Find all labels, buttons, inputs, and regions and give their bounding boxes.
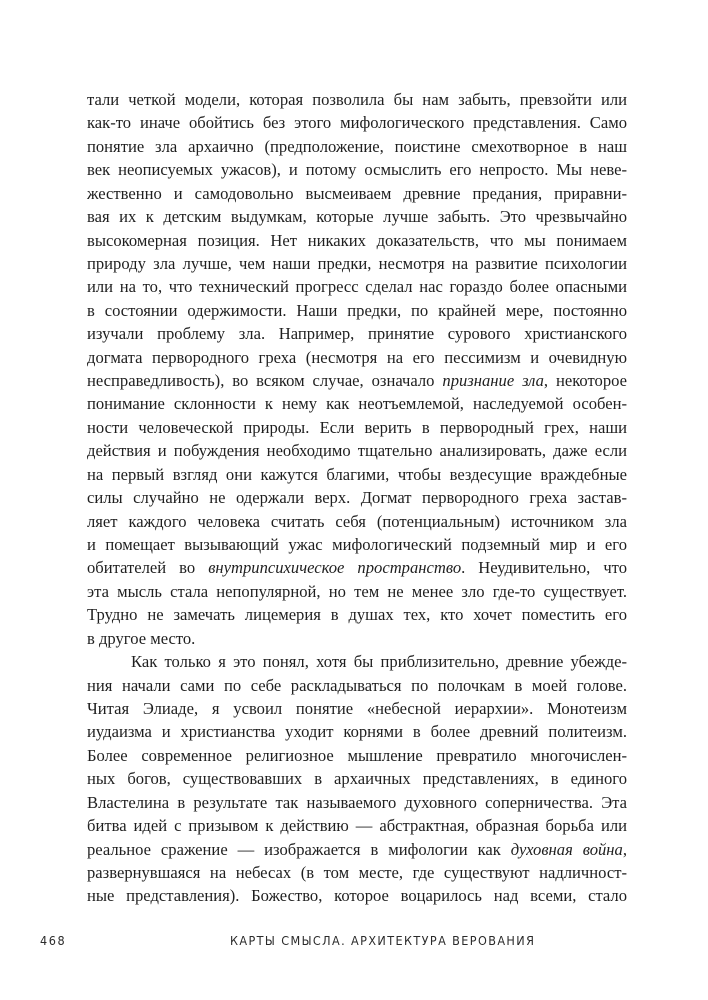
paragraph-last-line: в другое место. xyxy=(87,628,196,648)
text-line: силы случайно не одержали верх. Догмат первородного греха застав- xyxy=(87,488,627,508)
page-footer xyxy=(40,933,622,953)
text-line: битва идей с призывом к действию — абстрактная, образная борьба или xyxy=(87,816,627,836)
text-line: на первый взгляд они кажутся благими, чтобы вездесущие враждебные xyxy=(87,464,627,484)
text-line: понятие зла архаично (предположение, поистине смехотворное в наш xyxy=(87,136,627,156)
text-line: Более современное религиозное мышление превратило многочислен- xyxy=(87,745,627,765)
text-line: жественно и самодовольно высмеиваем древние предания, приравни- xyxy=(87,183,627,203)
text-line: или на то, что технический прогресс сделал нас гораздо более опасными xyxy=(87,277,627,297)
body-text xyxy=(87,88,627,908)
italic-emphasis: внутрипсихическое пространство xyxy=(208,558,462,578)
text-line: догмата первородного греха (несмотря на его пессимизм и очевидную xyxy=(87,347,627,367)
running-title: КАРТЫ СМЫСЛА. АРХИТЕКТУРА ВЕРОВАНИЯ xyxy=(230,933,536,948)
text-line: ные представления). Божество, которое воцарилось над всеми, стало xyxy=(87,886,627,906)
text-line: понимание склонности к нему как неотъемлемой, наследуемой особен- xyxy=(87,394,627,414)
text-line: вая их к детским выдумкам, которые лучше забыть. Это чрезвычайно xyxy=(87,207,627,227)
text-line: эта мысль стала непопулярной, но тем не менее зло где-то существует. xyxy=(87,581,627,601)
paragraph-first-line: Как только я это понял, хотя бы приблизительно, древние убежде- xyxy=(131,652,627,672)
page-number: 468 xyxy=(40,933,67,948)
text-line: тали четкой модели, которая позволила бы нам забыть, превзойти или xyxy=(87,90,627,109)
text-line: в состоянии одержимости. Наши предки, по крайней мере, постоянно xyxy=(87,300,627,320)
italic-emphasis: признание зла xyxy=(442,371,544,391)
text-line: природу зла лучше, чем наши предки, несмотря на развитие психологии xyxy=(87,253,627,273)
text-line: век неописуемых ужасов), и потому осмыслить его непросто. Мы неве- xyxy=(87,160,627,180)
text-line: ния начали сами по себе раскладываться по полочкам в моей голове. xyxy=(87,675,627,695)
text-line: высокомерная позиция. Нет никаких доказательств, что мы понимаем xyxy=(87,230,627,250)
text-line: иудаизма и христианства уходит корнями в более древний политеизм. xyxy=(87,722,627,742)
text-line: действия и побуждения необходимо тщательно анализировать, даже если xyxy=(87,441,627,461)
text-line: реальное сражение — изображается в мифологии как духовная война, xyxy=(87,839,627,859)
italic-emphasis: духовная война xyxy=(510,839,623,859)
text-line: развернувшаяся на небесах (в том месте, где существуют надличност- xyxy=(87,862,627,882)
text-line: обитателей во внутрипсихическое пространство. Неудивительно, что xyxy=(87,558,628,578)
text-line: ности человеческой природы. Если верить в первородный грех, наши xyxy=(87,417,627,437)
text-line: как-то иначе обойтись без этого мифологического представления. Само xyxy=(87,113,627,133)
text-line: Читая Элиаде, я усвоил понятие «небесной иерархии». Монотеизм xyxy=(87,698,627,718)
text-line: ляет каждого человека считать себя (потенциальным) источником зла xyxy=(87,511,627,531)
text-line: и помещает вызывающий ужас мифологический подземный мир и его xyxy=(87,535,627,555)
text-line: ных богов, существовавших в архаичных представлениях, в единого xyxy=(87,769,627,789)
text-line: Властелина в результате так называемого духовного соперничества. Эта xyxy=(87,792,627,812)
text-line: Трудно не замечать лицемерия в душах тех, кто хочет поместить его xyxy=(87,605,627,625)
text-line: несправедливость), во всяком случае, означало признание зла, некоторое xyxy=(87,371,628,391)
text-line: изучали проблему зла. Например, принятие сурового христианского xyxy=(87,324,627,344)
